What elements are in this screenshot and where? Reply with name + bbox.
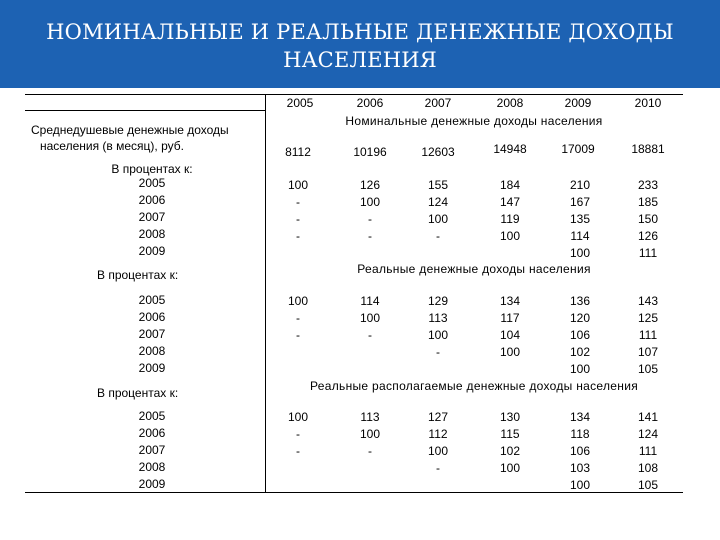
table-cell: 102 xyxy=(499,444,521,458)
row-year-2007: 2007 xyxy=(138,210,166,224)
table-cell: 100 xyxy=(359,311,381,325)
table-cell: - xyxy=(296,212,300,226)
section-title-disposable: Реальные располагаемые денежные доходы населения xyxy=(310,379,638,393)
avg-income-2008: 14948 xyxy=(493,142,527,156)
year-header-2008: 2008 xyxy=(496,96,524,110)
table-cell: 105 xyxy=(637,478,659,492)
table-cell: - xyxy=(296,229,300,243)
row-year-2008: 2008 xyxy=(138,460,166,474)
table-cell: 100 xyxy=(287,410,309,424)
table-cell: - xyxy=(368,212,372,226)
table-cell: 100 xyxy=(499,229,521,243)
page-title-line-1: НОМИНАЛЬНЫЕ И РЕАЛЬНЫЕ ДЕНЕЖНЫЕ ДОХОДЫ xyxy=(46,20,674,44)
table-cell: 125 xyxy=(637,311,659,325)
table-cell: 117 xyxy=(500,311,520,325)
table-cell: 100 xyxy=(287,294,309,308)
page-title-line-2: НАСЕЛЕНИЯ xyxy=(283,48,437,72)
row-year-2009: 2009 xyxy=(138,477,166,491)
row-year-2008: 2008 xyxy=(138,344,166,358)
table-cell: 136 xyxy=(569,294,591,308)
table-cell: 100 xyxy=(427,444,449,458)
table-cell: 118 xyxy=(570,427,590,441)
row-year-2006: 2006 xyxy=(138,193,166,207)
row-year-2007: 2007 xyxy=(138,327,166,341)
avg-income-label-line-1: Среднедушевые денежные доходы xyxy=(31,123,229,137)
table-cell: 135 xyxy=(569,212,591,226)
table-cell: 108 xyxy=(637,461,659,475)
table-cell: 141 xyxy=(637,410,659,424)
table-cell: 184 xyxy=(499,178,521,192)
table-cell: 124 xyxy=(637,427,659,441)
table-cell: 102 xyxy=(569,345,591,359)
percent-label-3: В процентах к: xyxy=(97,386,179,400)
row-year-2006: 2006 xyxy=(138,426,166,440)
table-cell: 150 xyxy=(637,212,659,226)
table-cell: 100 xyxy=(359,195,381,209)
row-year-2006: 2006 xyxy=(138,310,166,324)
avg-income-2009: 17009 xyxy=(561,142,595,156)
row-year-2009: 2009 xyxy=(138,244,166,258)
table-cell: 100 xyxy=(569,246,591,260)
table-cell: 113 xyxy=(360,410,380,424)
percent-label-1: В процентах к: xyxy=(111,162,193,176)
table-cell: 127 xyxy=(427,410,449,424)
table-cell: 111 xyxy=(638,444,658,458)
table-cell: 111 xyxy=(638,246,658,260)
avg-income-2005: 8112 xyxy=(285,145,311,159)
table-cell: - xyxy=(436,345,440,359)
table-cell: 103 xyxy=(569,461,591,475)
table-cell: 120 xyxy=(569,311,591,325)
table-cell: 129 xyxy=(427,294,449,308)
table-bottom-rule xyxy=(25,492,683,493)
table-cell: 100 xyxy=(499,345,521,359)
table-cell: 126 xyxy=(359,178,381,192)
table-cell: - xyxy=(368,229,372,243)
table-cell: - xyxy=(296,311,300,325)
section-title-nominal: Номинальные денежные доходы населения xyxy=(345,114,603,128)
avg-income-2006: 10196 xyxy=(353,145,387,159)
table-cell: - xyxy=(368,328,372,342)
table-cell: 100 xyxy=(427,212,449,226)
label-column-divider xyxy=(265,94,266,493)
table-cell: 106 xyxy=(569,328,591,342)
year-header-2005: 2005 xyxy=(286,96,314,110)
title-banner xyxy=(0,0,720,88)
table-cell: - xyxy=(436,229,440,243)
table-cell: 105 xyxy=(637,362,659,376)
row-year-2008: 2008 xyxy=(138,227,166,241)
table-cell: 134 xyxy=(499,294,521,308)
table-cell: 210 xyxy=(569,178,591,192)
table-cell: - xyxy=(296,444,300,458)
table-cell: 107 xyxy=(637,345,659,359)
table-cell: 147 xyxy=(499,195,521,209)
table-cell: - xyxy=(436,461,440,475)
table-cell: 119 xyxy=(500,212,520,226)
table-cell: 111 xyxy=(638,328,658,342)
table-cell: 143 xyxy=(637,294,659,308)
row-year-2005: 2005 xyxy=(138,293,166,307)
table-cell: 100 xyxy=(569,478,591,492)
table-cell: 114 xyxy=(570,229,590,243)
table-cell: 115 xyxy=(500,427,520,441)
table-cell: 100 xyxy=(287,178,309,192)
row-year-2007: 2007 xyxy=(138,443,166,457)
avg-income-2010: 18881 xyxy=(631,142,665,156)
section-title-real: Реальные денежные доходы населения xyxy=(357,262,591,276)
percent-label-2: В процентах к: xyxy=(97,268,179,282)
table-cell: 100 xyxy=(359,427,381,441)
avg-income-2007: 12603 xyxy=(421,145,455,159)
table-cell: 113 xyxy=(428,311,448,325)
table-cell: 134 xyxy=(569,410,591,424)
table-cell: 100 xyxy=(427,328,449,342)
table-cell: - xyxy=(296,195,300,209)
year-header-2009: 2009 xyxy=(564,96,592,110)
table-cell: - xyxy=(296,328,300,342)
table-cell: - xyxy=(368,444,372,458)
header-row-rule xyxy=(25,110,265,111)
row-year-2005: 2005 xyxy=(138,176,166,190)
table-cell: 100 xyxy=(499,461,521,475)
table-cell: 100 xyxy=(569,362,591,376)
year-header-2007: 2007 xyxy=(424,96,452,110)
table-cell: 130 xyxy=(499,410,521,424)
row-year-2005: 2005 xyxy=(138,409,166,423)
row-year-2009: 2009 xyxy=(138,361,166,375)
table-cell: 126 xyxy=(637,229,659,243)
table-cell: 114 xyxy=(360,294,380,308)
table-cell: 233 xyxy=(637,178,659,192)
table-cell: 167 xyxy=(569,195,591,209)
year-header-2010: 2010 xyxy=(634,96,662,110)
year-header-2006: 2006 xyxy=(356,96,384,110)
table-cell: 185 xyxy=(637,195,659,209)
table-cell: - xyxy=(296,427,300,441)
avg-income-label-line-2: населения (в месяц), руб. xyxy=(40,139,184,153)
table-top-rule xyxy=(25,94,683,95)
table-cell: 104 xyxy=(499,328,521,342)
table-cell: 124 xyxy=(427,195,449,209)
table-cell: 106 xyxy=(569,444,591,458)
table-cell: 112 xyxy=(428,427,448,441)
table-cell: 155 xyxy=(427,178,449,192)
